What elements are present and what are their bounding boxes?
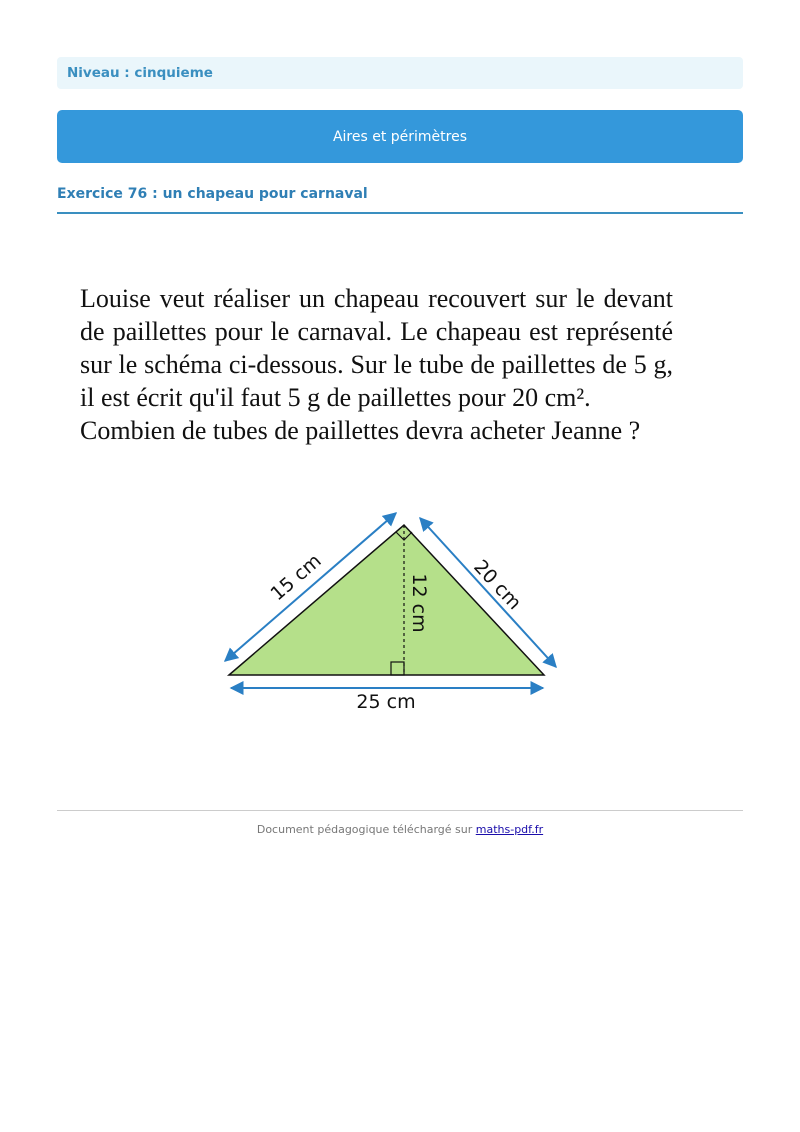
level-label: Niveau : cinquieme — [57, 57, 743, 89]
footer — [0, 823, 800, 836]
triangle-diagram — [210, 505, 570, 720]
left-side-label: 15 cm — [266, 549, 326, 606]
footer-divider — [57, 810, 743, 811]
statement-paragraph-2: Combien de tubes de paillettes devra acheter Jeanne ? — [80, 416, 641, 445]
base-label: 25 cm — [356, 691, 416, 713]
footer-link[interactable]: maths-pdf.fr — [475, 823, 544, 836]
exercise-statement — [80, 282, 673, 447]
footer-text: Document pédagogique téléchargé sur — [256, 823, 476, 836]
right-side-label: 20 cm — [469, 555, 526, 615]
statement-paragraph-1: Louise veut réaliser un chapeau recouvert sur le devant de paillettes pour le carnaval. Le chapeau est représenté sur le schéma ci-dessous. Sur le tube de paillettes de 5 g, il est écrit qu'il faut 5 g de paillettes pour 20 cm². — [80, 284, 673, 412]
topic-banner: Aires et périmètres — [57, 110, 743, 163]
exercise-title: Exercice 76 : un chapeau pour carnaval — [57, 186, 743, 214]
height-label: 12 cm — [408, 573, 430, 633]
